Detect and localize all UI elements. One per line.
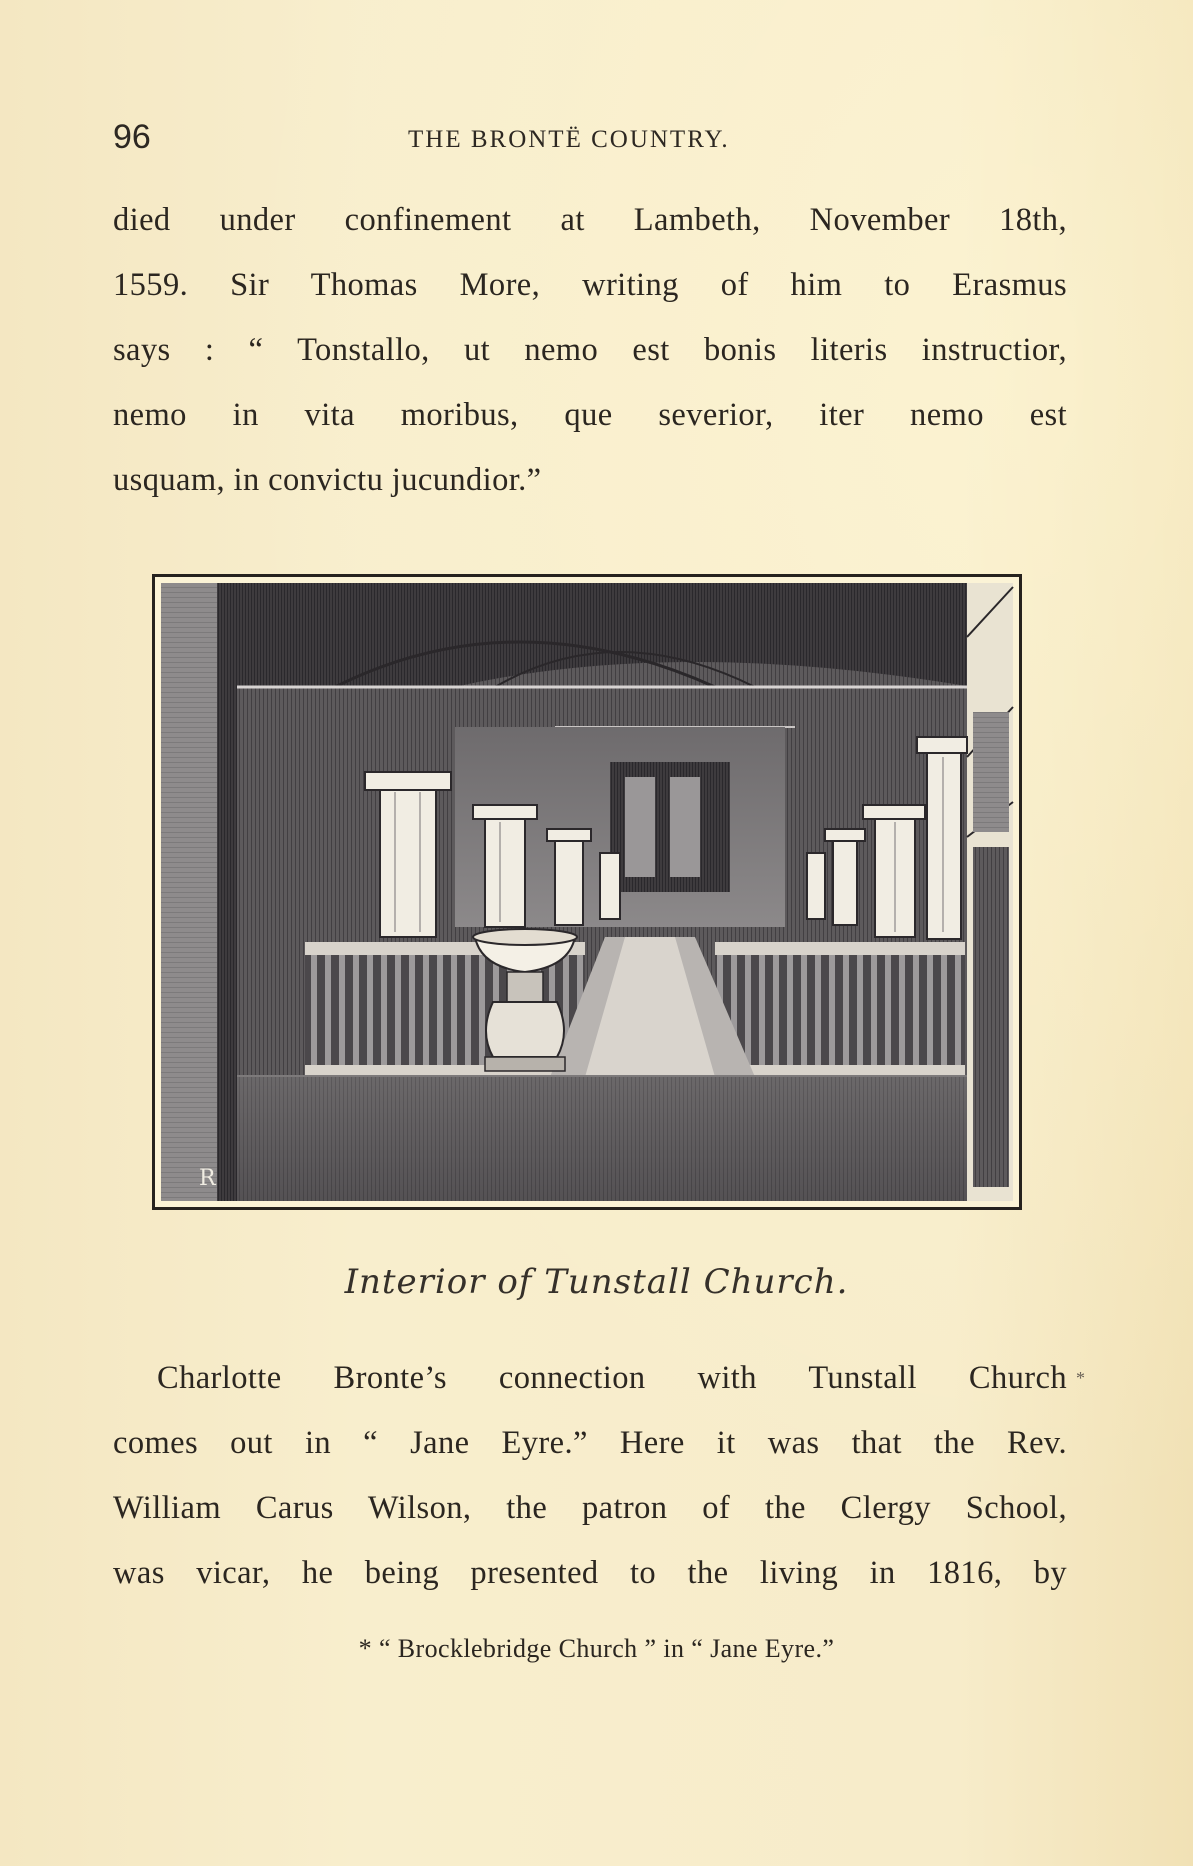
footnote: * “ Brocklebridge Church ” in “ Jane Eyre.”: [358, 1634, 835, 1663]
paragraph-line: comes out in “ Jane Eyre.” Here it was that the Rev.: [113, 1425, 1067, 1461]
paragraph-line: William Carus Wilson, the patron of the Clergy School,: [113, 1490, 1067, 1526]
paragraph-line: nemo in vita moribus, que severior, iter nemo est: [113, 397, 1067, 433]
paragraph-line: Charlotte Bronte’s connection with Tunstall Church: [157, 1360, 1067, 1396]
running-title: THE BRONTË COUNTRY.: [408, 126, 730, 153]
footnote-reference[interactable]: *: [1076, 1368, 1085, 1388]
paragraph-1: [113, 188, 1067, 513]
engraving-illustration: [155, 577, 1019, 1207]
church-interior-engraving: [152, 574, 1022, 1210]
paragraph-2: [113, 1346, 1067, 1606]
paragraph-line: was vicar, he being presented to the living in 1816, by: [113, 1555, 1067, 1591]
paragraph-line: says : “ Tonstallo, ut nemo est bonis literis instructior,: [113, 332, 1067, 368]
page-header: [113, 118, 1067, 158]
page-number: 96: [113, 118, 151, 156]
engraver-mark: R: [199, 1166, 216, 1191]
paragraph-line: 1559. Sir Thomas More, writing of him to Erasmus: [113, 267, 1067, 303]
paragraph-line: usquam, in convictu jucundior.”: [113, 462, 542, 498]
figure-caption: Interior of Tunstall Church.: [344, 1262, 849, 1302]
paragraph-line: died under confinement at Lambeth, November 18th,: [113, 202, 1067, 238]
